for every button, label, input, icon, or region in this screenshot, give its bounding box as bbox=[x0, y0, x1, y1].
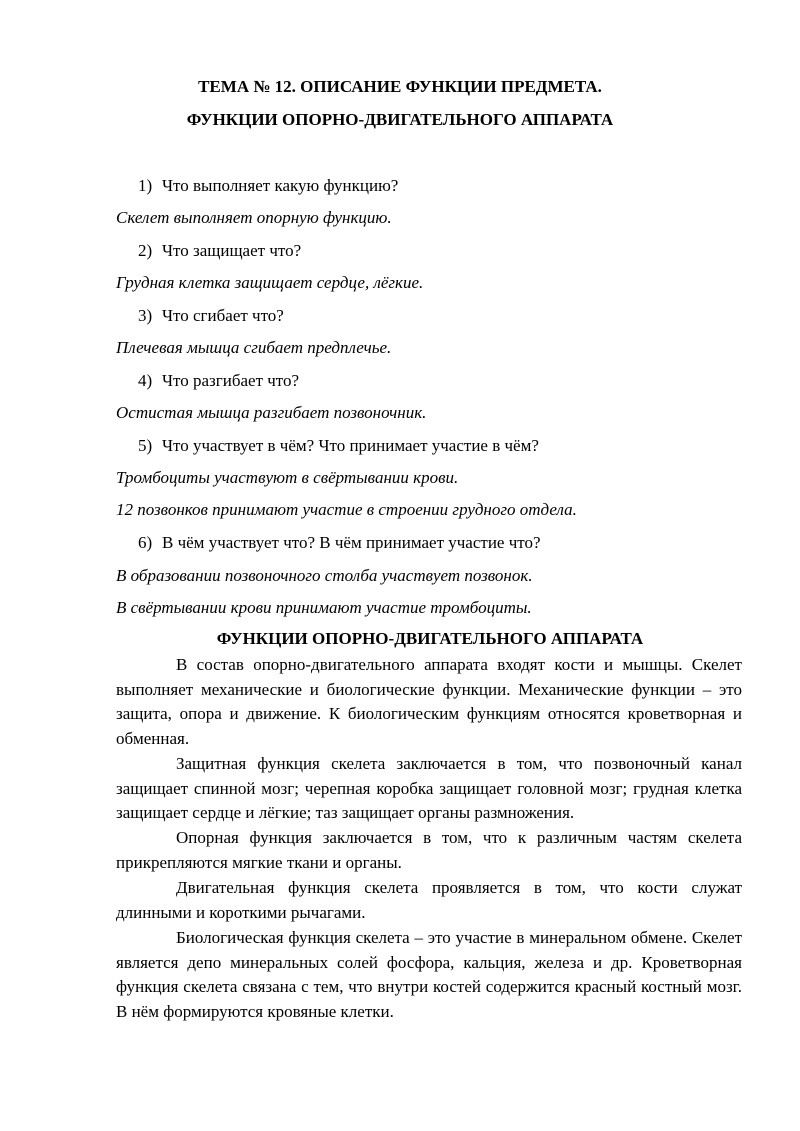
question-text: В чём участвует что? В чём принимает участие что? bbox=[162, 533, 541, 552]
section-title: ФУНКЦИИ ОПОРНО-ДВИГАТЕЛЬНОГО АППАРАТА bbox=[216, 629, 644, 648]
exercise-question-3 bbox=[138, 306, 284, 326]
exercise-answer-5b: 12 позвонков принимают участие в строении грудного отдела. bbox=[116, 500, 577, 519]
page-title-line-1: ТЕМА № 12. ОПИСАНИЕ ФУНКЦИИ ПРЕДМЕТА. bbox=[198, 77, 602, 96]
exercise-number: 4) bbox=[138, 371, 153, 390]
question-text: Что участвует в чём? Что принимает участие в чём? bbox=[162, 436, 539, 455]
exercise-number: 3) bbox=[138, 306, 153, 325]
exercise-question-5 bbox=[138, 436, 539, 456]
exercise-answer-2: Грудная клетка защищает сердце, лёгкие. bbox=[116, 273, 424, 292]
exercise-number: 6) bbox=[138, 533, 153, 552]
question-text: Что защищает что? bbox=[162, 241, 302, 260]
exercise-answer-6a: В образовании позвоночного столба участвует позвонок. bbox=[116, 566, 533, 585]
body-paragraph-5: Биологическая функция скелета – это участие в минеральном обмене. Скелет является депо минеральных солей фосфора, кальция, железа и др. Кроветворная функция скелета связана с тем, что внутри костей содержится красный костный мозг. В нём формируются кровяные клетки. bbox=[116, 928, 742, 1021]
body-paragraph-4: Двигательная функция скелета проявляется в том, что кости служат длинными и короткими рычагами. bbox=[116, 878, 742, 922]
exercise-answer-6b: В свёртывании крови принимают участие тромбоциты. bbox=[116, 598, 532, 617]
exercise-question-4 bbox=[138, 371, 299, 391]
question-text: Что сгибает что? bbox=[162, 306, 284, 325]
exercise-number: 1) bbox=[138, 176, 153, 195]
question-text: Что выполняет какую функцию? bbox=[162, 176, 399, 195]
exercise-answer-3: Плечевая мышца сгибает предплечье. bbox=[116, 338, 392, 357]
body-paragraph-3: Опорная функция заключается в том, что к различным частям скелета прикрепляются мягкие ткани и органы. bbox=[116, 828, 742, 872]
exercise-number: 5) bbox=[138, 436, 153, 455]
question-text: Что разгибает что? bbox=[162, 371, 300, 390]
body-paragraph-1: В состав опорно-двигательного аппарата входят кости и мышцы. Скелет выполняет механические и биологические функции. Механические функции – это защита, опора и движение. К биологическим функциям относятся кроветворная и обменная. bbox=[116, 655, 742, 748]
page-title-line-2: ФУНКЦИИ ОПОРНО-ДВИГАТЕЛЬНОГО АППАРАТА bbox=[186, 110, 614, 129]
exercise-question-1 bbox=[138, 176, 398, 196]
exercise-question-2 bbox=[138, 241, 301, 261]
exercise-answer-1: Скелет выполняет опорную функцию. bbox=[116, 208, 392, 227]
exercise-number: 2) bbox=[138, 241, 153, 260]
exercise-answer-4: Остистая мышца разгибает позвоночник. bbox=[116, 403, 427, 422]
exercise-answer-5a: Тромбоциты участвуют в свёртывании крови. bbox=[116, 468, 459, 487]
body-paragraph-2: Защитная функция скелета заключается в том, что позвоночный канал защищает спинной мозг; черепная коробка защищает головной мозг; грудная клетка защищает сердце и лёгкие; таз защищает органы размножения. bbox=[116, 754, 742, 822]
exercise-question-6 bbox=[138, 533, 541, 553]
